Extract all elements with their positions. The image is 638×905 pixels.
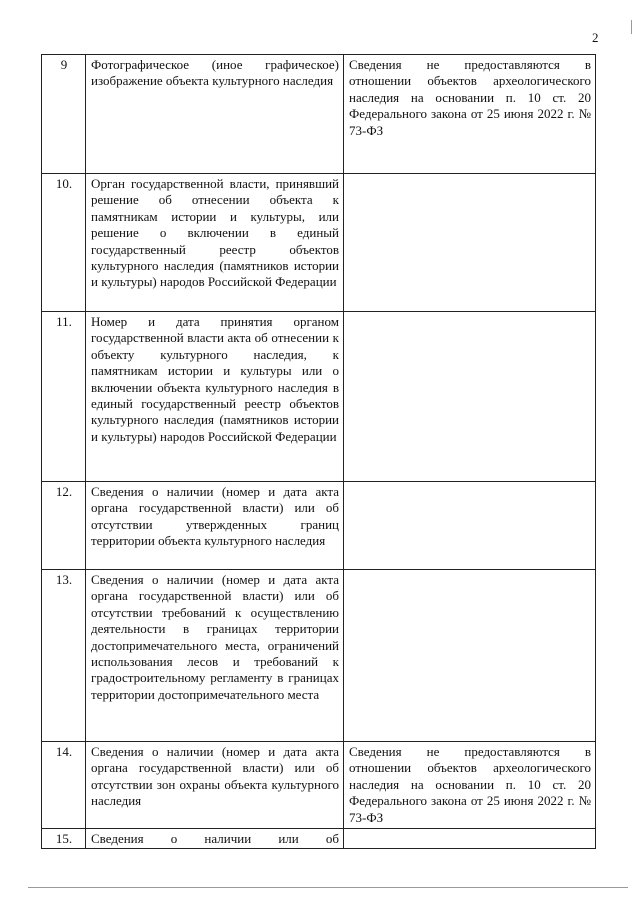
table-row <box>42 570 596 742</box>
field-name: Фотографическое (иное графическое) изображение объекта культурного наследия <box>86 55 344 174</box>
row-number: 10. <box>42 174 86 312</box>
field-value: Сведения не предоставляются в отношении объектов археологического наследия на основании п. 10 ст. 20 Федерального закона от 25 июня 2022 г. № 73-ФЗ <box>344 742 596 829</box>
row-number: 15. <box>42 829 86 849</box>
field-value: Сведения не предоставляются в отношении объектов археологического наследия на основании п. 10 ст. 20 Федерального закона от 25 июня 2022 г. № 73-ФЗ <box>344 55 596 174</box>
heritage-object-table <box>41 54 596 849</box>
table-row <box>42 829 596 849</box>
scan-bottom-edge <box>28 887 628 888</box>
field-value <box>344 570 596 742</box>
field-name: Сведения о наличии (номер и дата акта органа государственной власти) или об отсутствии утвержденных границ территории объекта культурного наследия <box>86 482 344 570</box>
field-value <box>344 312 596 482</box>
table-row <box>42 55 596 174</box>
table-row <box>42 742 596 829</box>
page-number: 2 <box>592 30 599 45</box>
row-number: 11. <box>42 312 86 482</box>
row-number: 13. <box>42 570 86 742</box>
scan-edge-mark <box>631 20 632 34</box>
field-name: Сведения о наличии (номер и дата акта органа государственной власти) или об отсутствии зон охраны объекта культурного наследия <box>86 742 344 829</box>
row-number: 12. <box>42 482 86 570</box>
field-value <box>344 829 596 849</box>
table-row <box>42 482 596 570</box>
field-value <box>344 174 596 312</box>
field-value <box>344 482 596 570</box>
table-row <box>42 312 596 482</box>
field-name: Сведения о наличии (номер и дата акта органа государственной власти) или об отсутствии требований к осуществлению деятельности в границах территории достопримечательного места, ограничений использования лесов и требований к градостроительному регламенту в границах территории достопримечательного места <box>86 570 344 742</box>
table-row <box>42 174 596 312</box>
field-name: Орган государственной власти, принявший решение об отнесении объекта к памятникам истории и культуры, или решение о включении в единый государственный реестр объектов культурного наследия (памятников истории и культуры) народов Российской Федерации <box>86 174 344 312</box>
field-name: Сведения о наличии или об <box>86 829 344 849</box>
field-name: Номер и дата принятия органом государственной власти акта об отнесении к объекту культурного наследия, к памятникам истории и культуры или о включении объекта культурного наследия в единый государственный реестр объектов культурного наследия (памятников истории и культуры) народов Российской Федерации <box>86 312 344 482</box>
row-number: 9 <box>42 55 86 174</box>
row-number: 14. <box>42 742 86 829</box>
